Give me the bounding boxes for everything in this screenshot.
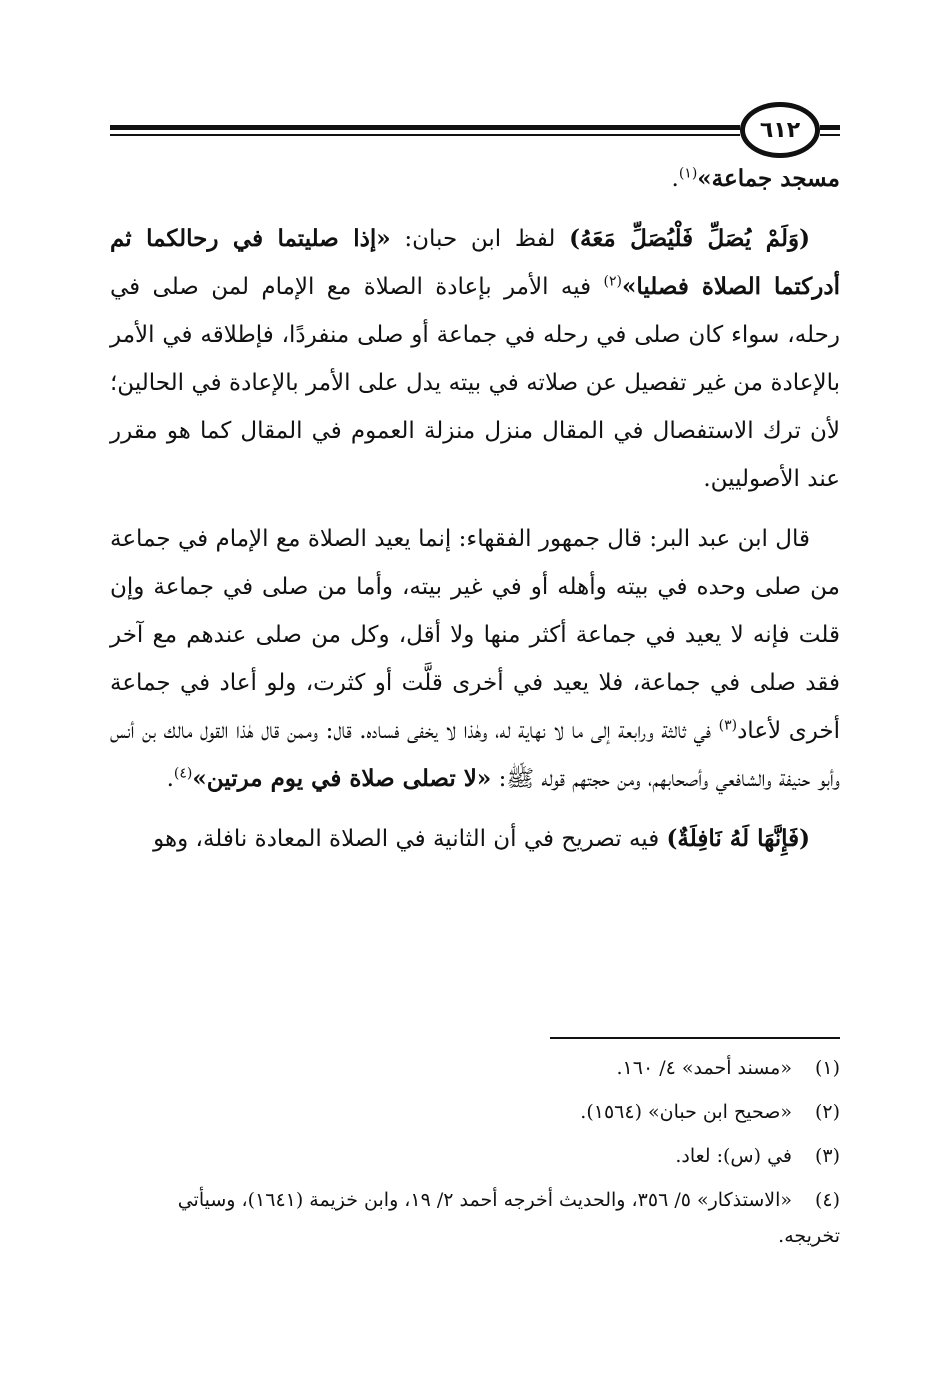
footnote-item: [110, 1050, 840, 1086]
footnote-number: (١): [814, 1057, 840, 1079]
text: قال ابن عبد البر: قال جمهور الفقهاء: إنما يعيد الصلاة مع الإمام في جماعة من صلى وحده في بيته وأهله أو في غير بيته، وأما من صلى في جماعة وإن قلت فإنه لا يعيد في جماعة أكثر منها ولا أقل، وكل من صلى عندهم مع آخر فقد صلى في جماعة، فلا يعيد في أخرى قلَّت أو كثرت، ولو أعاد في جماعة أخرى لأعاد: [110, 526, 840, 744]
hadith-quote: (فَإِنَّهَا لَهُ نَافِلَةٌ): [666, 825, 810, 852]
footnote-ref-4: (٤): [173, 765, 193, 782]
footnote-item: [110, 1138, 840, 1174]
footnote-text: «مسند أحمد» ٤/ ١٦٠.: [616, 1057, 792, 1079]
hadith-quote: «لا تصلى صلاة في يوم مرتين»: [192, 765, 492, 792]
footnote-divider: [550, 1037, 840, 1039]
paragraph-1: [110, 215, 840, 503]
footnote-text: «الاستذكار» ٥/ ٣٥٦، والحديث أخرجه أحمد ٢/ ١٩، وابن خزيمة (١٦٤١)، وسيأتي تخريجه.: [177, 1189, 840, 1247]
footnote-item: [110, 1182, 840, 1254]
hadith-quote: (وَلَمْ يُصَلِّ فَلْيُصَلِّ مَعَهُ): [569, 225, 810, 252]
paragraph-0: [110, 155, 840, 203]
text-bold: مسجد جماعة»: [697, 165, 840, 192]
header-rule-thin: [110, 134, 740, 136]
footnote-text: في (س): لعاد.: [675, 1145, 792, 1167]
page-number: ٦١٢: [740, 102, 820, 158]
footnote-number: (٣): [814, 1145, 840, 1167]
footnote-number: (٤): [814, 1189, 840, 1211]
footnotes: [110, 1050, 840, 1262]
hadith-quote: «إذا صليتما في رحالكما ثم أدركتما الصلاة فصليا»: [110, 225, 840, 300]
text: .: [671, 166, 679, 192]
text: لفظ ابن حبان:: [390, 226, 570, 252]
footnote-ref-3: (٣): [718, 717, 738, 734]
header-rule-right: [820, 125, 840, 130]
text: في ثالثة ورابعة إلى ما لا نهاية له، وهٰذا لا يخفى فساده. قال: وممن قال هٰذا القول مالك بن أنس وأبو حنيفة والشافعي وأصحابهم، ومن حجتهم قوله ﷺ:: [110, 718, 840, 792]
paragraph-3: [110, 815, 840, 863]
footnote-item: [110, 1094, 840, 1130]
text: فيه الأمر بإعادة الصلاة مع الإمام لمن صلى في رحله، سواء كان صلى في رحله في جماعة أو صلى منفردًا، فإطلاقه في الأمر بالإعادة من غير تفصيل عن صلاته في بيته يدل على الأمر بالإعادة في الحالين؛ لأن ترك الاستفصال في المقال منزل منزلة العموم في المقال كما هو مقرر عند الأصوليين.: [110, 274, 840, 492]
header-rule: [110, 125, 740, 130]
footnote-text: «صحيح ابن حبان» (١٥٦٤).: [580, 1101, 792, 1123]
footnote-number: (٢): [814, 1101, 840, 1123]
main-text: [110, 155, 840, 863]
text: فيه تصريح في أن الثانية في الصلاة المعادة نافلة، وهو: [153, 826, 667, 852]
paragraph-2: [110, 515, 840, 803]
footnote-ref-2: (٢): [603, 273, 622, 290]
text: .: [166, 766, 174, 792]
footnote-ref-1: (١): [678, 165, 698, 182]
header-rule-right-thin: [820, 134, 840, 136]
